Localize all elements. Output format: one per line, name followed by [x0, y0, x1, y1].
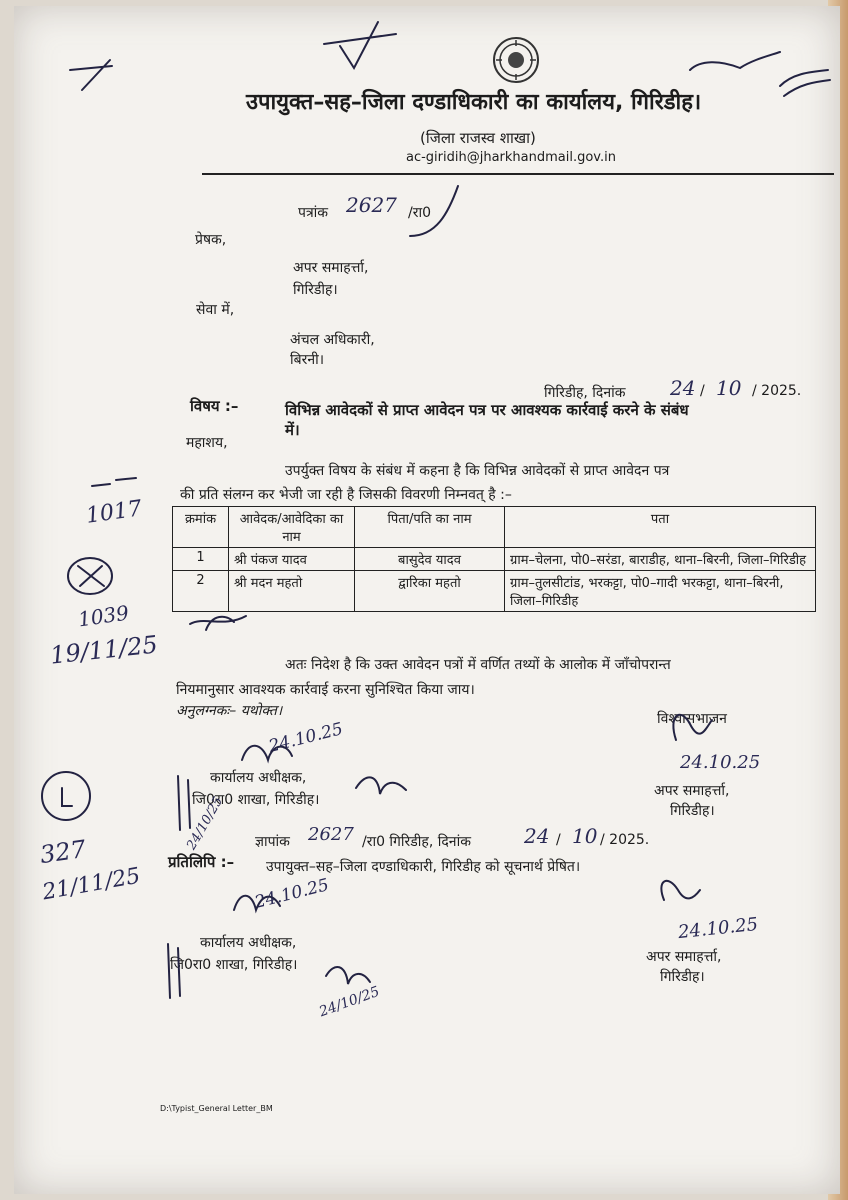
copy-office-sup-branch: जि0रा0 शाखा, गिरिडीह।: [170, 957, 298, 973]
margin-date-2: 21/11/25: [40, 863, 143, 906]
sign-date-1: 24.10.25: [680, 752, 761, 773]
after-line-1: अतः निदेश है कि उक्त आवेदन पत्रों में वर्णित तथ्यों के आलोक में जाँचोपरान्त: [285, 657, 671, 673]
col-header-applicant: आवेदक/आवेदिका का नाम: [229, 507, 355, 548]
copy-office-sup-title: कार्यालय अधीक्षक,: [200, 935, 297, 951]
branch-name: (जिला राजस्व शाखा): [420, 129, 536, 147]
signature-scribble-icon: [690, 52, 780, 70]
sign-place: गिरिडीह।: [670, 803, 715, 819]
sign-date-4: 24.10.25: [252, 875, 331, 913]
copy-sign-title: अपर समाहर्त्ता,: [646, 949, 722, 965]
row-serial: 1: [173, 548, 229, 571]
bracket-mark-icon: [178, 776, 190, 830]
cross-mark-icon: [78, 566, 104, 586]
row-applicant: श्री मदन महतो: [229, 571, 355, 612]
date-day: 24: [670, 376, 696, 400]
pratilipi-label: प्रतिलिपि :–: [168, 853, 235, 871]
margin-number-3: 327: [38, 834, 88, 870]
sender-title: अपर समाहर्त्ता,: [293, 260, 369, 276]
signature-icon: [234, 896, 280, 910]
row-serial: 2: [173, 571, 229, 612]
sign-title: अपर समाहर्त्ता,: [654, 783, 730, 799]
recipient-title: अंचल अधिकारी,: [290, 332, 375, 348]
signature-icon: [326, 967, 370, 984]
pratilipi-text: उपायुक्त–सह–जिला दण्डाधिकारी, गिरिडीह को सूचनार्थ प्रेषित।: [266, 859, 581, 875]
salutation: महाशय,: [186, 435, 228, 451]
preshak-label: प्रेषक,: [195, 232, 227, 248]
patrank-suffix: /रा0: [408, 205, 431, 221]
signature-icon: [661, 881, 700, 900]
patrank-value: 2627: [346, 193, 397, 217]
initial-scribble-icon: [92, 478, 136, 486]
date-month: 10: [716, 376, 742, 400]
bracket-mark-icon: [168, 944, 180, 998]
subject-text-2: में।: [285, 421, 300, 439]
enclosure-note: अनुलग्नकः– यथोक्त।: [176, 703, 283, 719]
row-address: ग्राम–तुलसीटांड, भरकट्टा, पो0–गादी भरकट्टा, थाना–बिरनी, जिला–गिरिडीह: [505, 571, 816, 612]
margin-date-1: 19/11/25: [48, 630, 159, 670]
copy-date-month: 10: [572, 824, 598, 848]
circle-mark-icon: [42, 772, 90, 820]
row-address: ग्राम–चेलना, पो0–सरंडा, बाराडीह, थाना–बिरनी, जिला–गिरिडीह: [505, 548, 816, 571]
col-header-father: पिता/पति का नाम: [355, 507, 505, 548]
tick-mark-icon: [190, 616, 246, 630]
copy-date-day: 24: [524, 824, 550, 848]
sign-date-5: 24/10/25: [317, 983, 382, 1021]
recipient-place: बिरनी।: [290, 352, 325, 368]
after-line-2: नियमानुसार आवश्यक कार्रवाई करना सुनिश्चित किया जाय।: [176, 682, 475, 698]
sign-date-6: 24/10/25: [184, 794, 227, 853]
subject-label: विषय :–: [190, 397, 239, 415]
date-sep-1: /: [700, 383, 705, 399]
copy-date-sep: /: [556, 832, 561, 848]
office-sup-title: कार्यालय अधीक्षक,: [210, 770, 307, 786]
office-sup-branch: जि0रा0 शाखा, गिरिडीह।: [192, 792, 320, 808]
subject-text: विभिन्न आवेदकों से प्राप्त आवेदन पत्र पर आवश्यक कार्रवाई करने के संबंध: [285, 401, 689, 419]
margin-number-2: 1039: [76, 600, 131, 632]
signature-icon: [673, 715, 712, 740]
copy-date-year: / 2025.: [600, 832, 650, 848]
signature-icon: [242, 746, 292, 760]
row-father: बासुदेव यादव: [355, 548, 505, 571]
body-line-2: की प्रति संलग्न कर भेजी जा रही है जिसकी विवरणी निम्नवत् है :–: [180, 487, 512, 503]
letter-l-mark-icon: [62, 788, 72, 806]
col-header-address: पता: [505, 507, 816, 548]
margin-number-1: 1017: [84, 496, 144, 529]
gyapank-value: 2627: [308, 824, 354, 845]
slash-mark-icon: [410, 186, 458, 236]
tick-mark-icon: [70, 60, 112, 90]
office-email: ac-giridih@jharkhandmail.gov.in: [406, 150, 616, 165]
gyapank-rest: /रा0 गिरिडीह, दिनांक: [362, 834, 471, 850]
row-applicant: श्री पंकज यादव: [229, 548, 355, 571]
date-year: / 2025.: [752, 383, 802, 399]
signature-icon: [356, 777, 406, 794]
signature-scribble-icon: [780, 70, 830, 96]
row-father: द्वारिका महतो: [355, 571, 505, 612]
col-header-serial: क्रमांक: [173, 507, 229, 548]
date-place-label: गिरिडीह, दिनांक: [544, 385, 626, 401]
check-mark-icon: [324, 22, 396, 68]
patrank-label: पत्रांक: [298, 205, 329, 221]
sign-date-3: 24.10.25: [677, 913, 760, 944]
closing: विश्वासभाजन: [657, 711, 727, 727]
seva-label: सेवा में,: [196, 302, 235, 318]
file-path: D:\Typist_General Letter_BM: [160, 1104, 273, 1113]
gyapank-label: ज्ञापांक: [255, 834, 290, 850]
sender-place: गिरिडीह।: [293, 282, 338, 298]
office-title: उपायुक्त–सह–जिला दण्डाधिकारी का कार्यालय, गिरिडीह।: [246, 90, 702, 115]
body-line-1: उपर्युक्त विषय के संबंध में कहना है कि विभिन्न आवेदकों से प्राप्त आवेदन पत्र: [285, 463, 670, 479]
sign-date-2: 24.10.25: [266, 719, 345, 757]
copy-sign-place: गिरिडीह।: [660, 969, 705, 985]
